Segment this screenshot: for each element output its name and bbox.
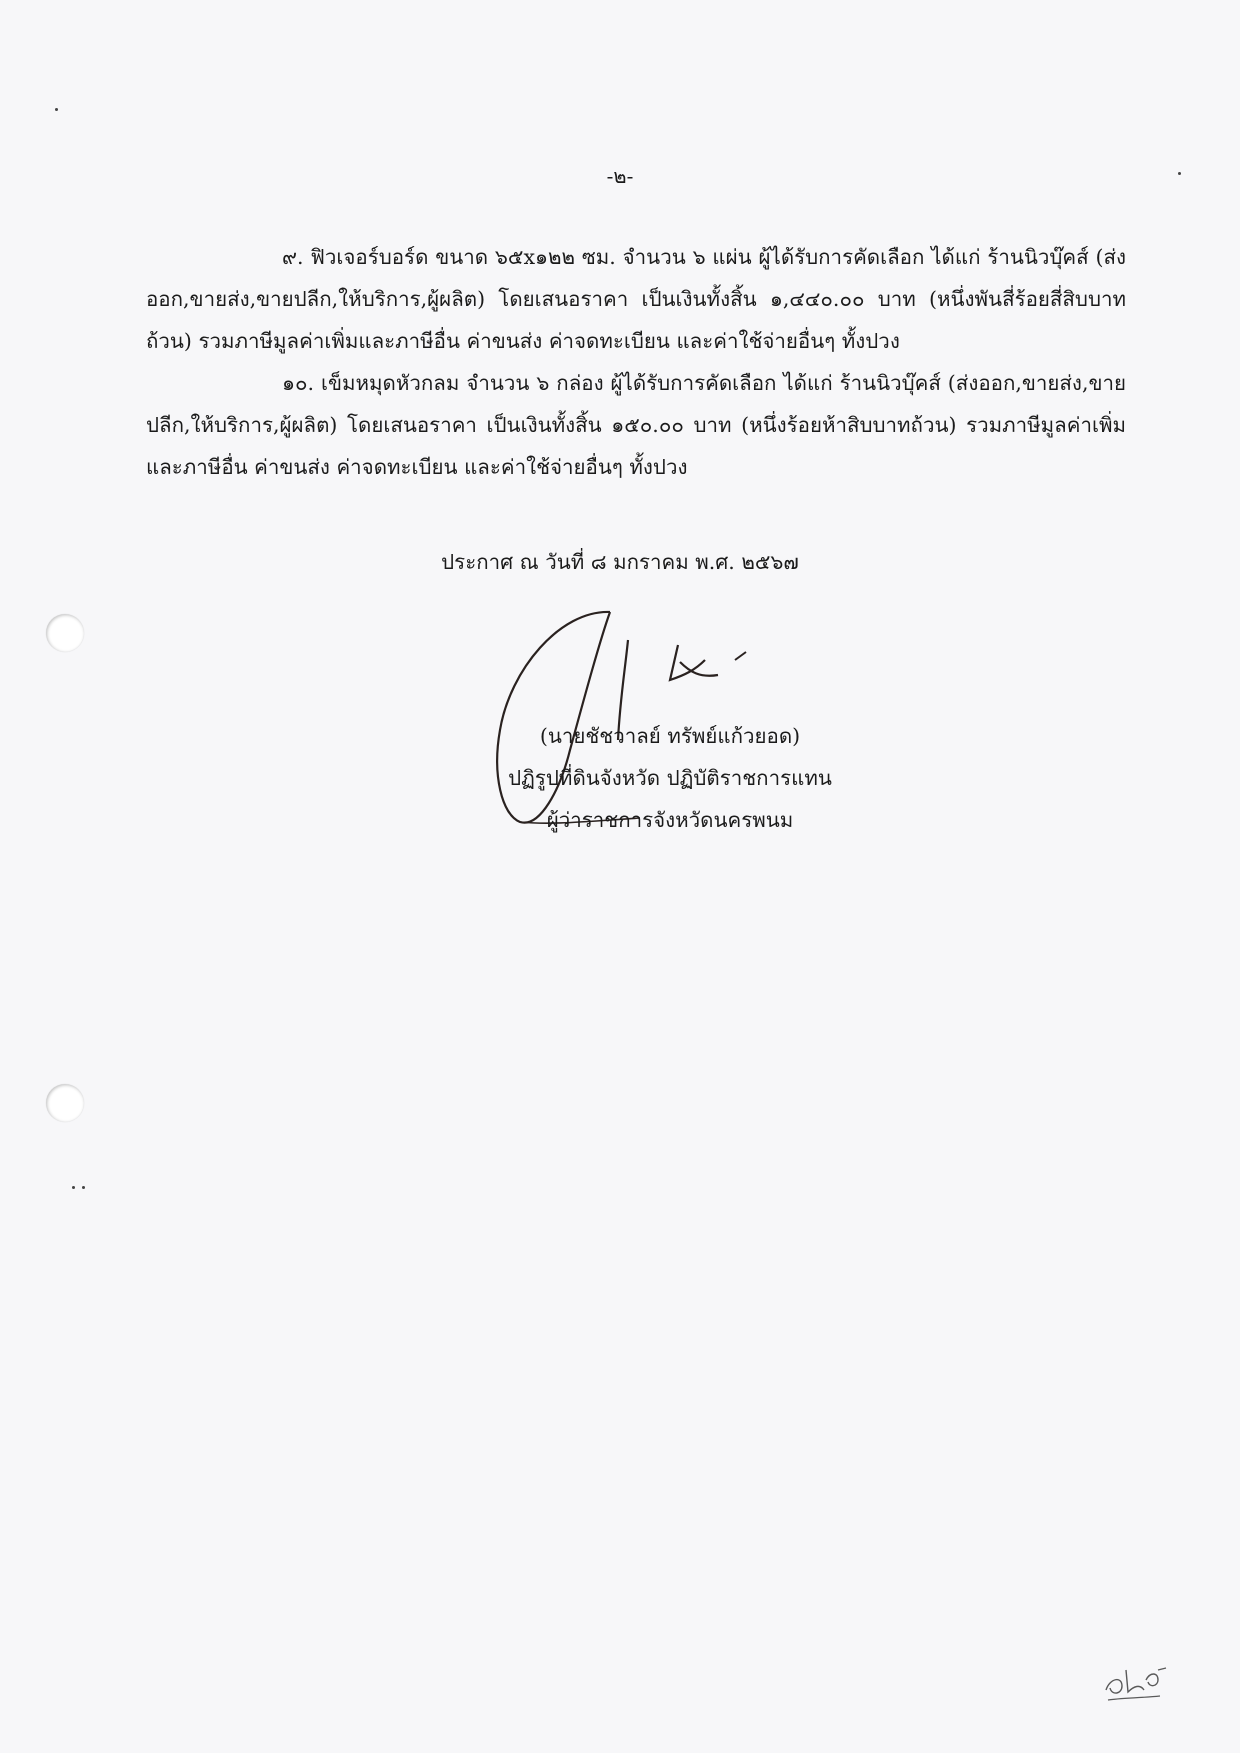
punch-hole [46,614,84,652]
speck [1178,172,1181,175]
item-text: ๑๐. เข็มหมุดหัวกลม จำนวน ๖ กล่อง ผู้ได้รับการคัดเลือก ได้แก่ ร้านนิวบุ๊คส์ (ส่งออก,ขายส่ง,ขายปลีก,ให้บริการ,ผู้ผลิต) โดยเสนอราคา เป็นเงินทั้งสิ้น ๑๕๐.๐๐ บาท (หนึ่งร้อยห้าสิบบาทถ้วน) รวมภาษีมูลค่าเพิ่มและภาษีอื่น ค่าขนส่ง ค่าจดทะเบียน และค่าใช้จ่ายอื่นๆ ทั้งปวง [146,371,1126,479]
speck [55,108,58,111]
item-text: ๙. ฟิวเจอร์บอร์ด ขนาด ๖๕x๑๒๒ ซม. จำนวน ๖ แผ่น ผู้ได้รับการคัดเลือก ได้แก่ ร้านนิวบุ๊คส์ (ส่งออก,ขายส่ง,ขายปลีก,ให้บริการ,ผู้ผลิต) โดยเสนอราคา เป็นเงินทั้งสิ้น ๑,๔๔๐.๐๐ บาท (หนึ่งพันสี่ร้อยสี่สิบบาทถ้วน) รวมภาษีมูลค่าเพิ่มและภาษีอื่น ค่าขนส่ง ค่าจดทะเบียน และค่าใช้จ่ายอื่นๆ ทั้งปวง [146,245,1126,353]
handwritten-initials [1100,1640,1170,1710]
item-9-paragraph [146,236,1126,362]
announcement-date: ประกาศ ณ วันที่ ๘ มกราคม พ.ศ. ๒๕๖๗ [441,550,799,574]
signatory-position-2: ผู้ว่าราชการจังหวัดนครพนม [546,808,794,832]
signatory-name: (นายชัชวาลย์ ทรัพย์แก้วยอด) [539,724,801,748]
punch-hole [46,1084,84,1122]
page-number: -๒- [606,164,634,188]
speck [82,1186,85,1189]
signatory-position: ปฏิรูปที่ดินจังหวัด ปฏิบัติราชการแทน [508,766,832,790]
signature-block [500,715,840,841]
speck [72,1186,75,1189]
item-10-paragraph [146,362,1126,488]
